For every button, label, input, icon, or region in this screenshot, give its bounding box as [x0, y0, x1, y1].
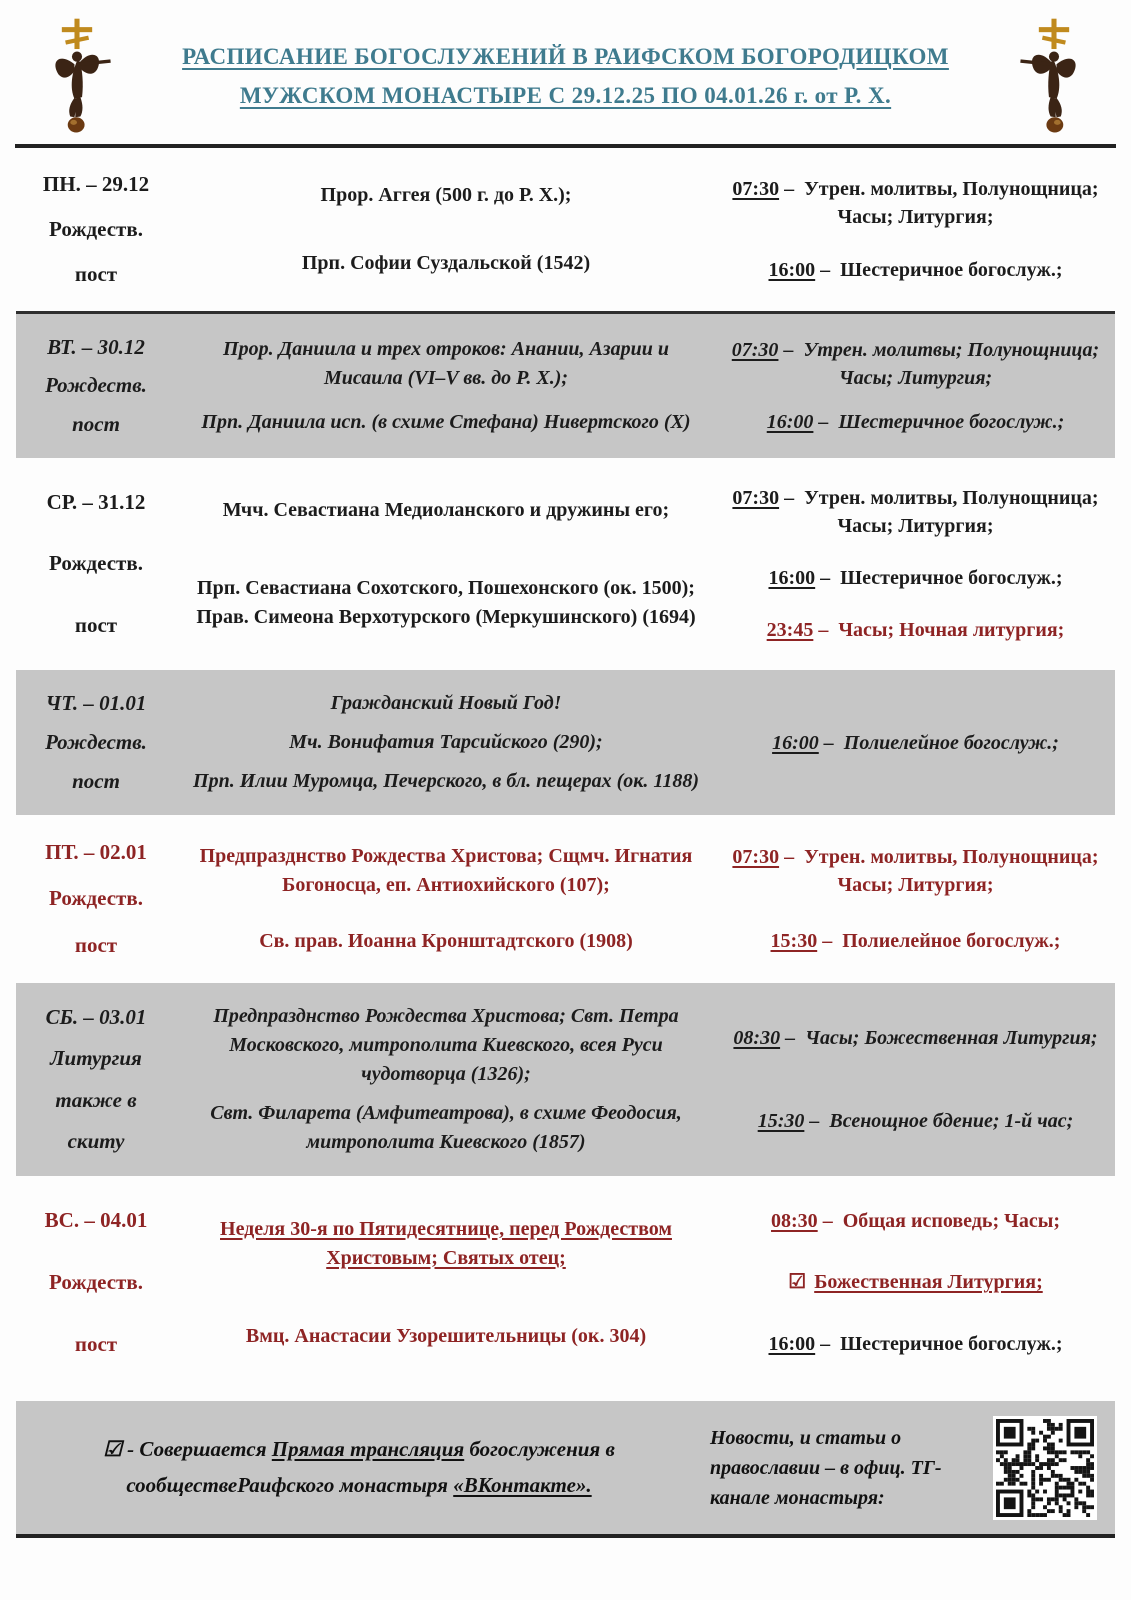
- page-title: [120, 31, 1011, 122]
- saints-text: Прор. Аггея (500 г. до Р. Х.);: [320, 184, 572, 207]
- service-text: Утрен. молитвы, Полунощница; Часы; Литургия;: [804, 177, 1099, 228]
- day-label: Рождеств.: [49, 551, 143, 576]
- checkbox-checked-icon: ☑: [788, 1271, 807, 1294]
- saints-text: Мч. Вонифатия Тарсийского (290);: [289, 731, 603, 753]
- day-label: Рождеств.: [49, 217, 143, 241]
- day-label: ПН. – 29.12: [42, 172, 150, 196]
- footer-link[interactable]: Прямая трансляция: [271, 1436, 465, 1461]
- live-stream-note: [34, 1432, 684, 1503]
- footer-text: богослужения в сообществеРаифского монастыря: [126, 1436, 615, 1497]
- page-title-line1: РАСПИСАНИЕ БОГОСЛУЖЕНИЙ В РАИФСКОМ БОГОРОДИЦКОМ: [182, 43, 949, 69]
- day-cell: [20, 676, 172, 809]
- service-entry: 08:30 – Часы; Божественная Литургия;: [733, 1027, 1098, 1050]
- service-time: 07:30: [732, 846, 780, 868]
- service-entry: [726, 1268, 1105, 1296]
- service-entry: 07:30 – Утрен. молитвы, Полунощница; Часы; Литургия;: [732, 846, 1099, 896]
- service-time: 07:30: [732, 487, 780, 509]
- service-time: 15:30: [757, 1109, 805, 1132]
- service-text: Полиелейное богослуж.;: [842, 930, 1061, 952]
- saints-text: Прп. Даниила исп. (в схиме Стефана) Нивертского (X): [201, 410, 691, 433]
- service-time: 16:00: [768, 567, 816, 589]
- service-time: 16:00: [766, 411, 814, 433]
- saints-text: Св. прав. Иоанна Кронштадтского (1908): [259, 929, 633, 952]
- day-label: пост: [74, 933, 118, 958]
- day-label: Литургия: [50, 1046, 142, 1071]
- service-entry: 07:30 – Утрен. молитвы, Полунощница; Часы; Литургия;: [732, 487, 1099, 537]
- schedule-row: [16, 815, 1115, 983]
- day-label: пост: [74, 1331, 118, 1356]
- services-cell: [720, 464, 1111, 664]
- footer-link[interactable]: «ВКонтакте».: [453, 1472, 592, 1497]
- day-label: ВС. – 04.01: [44, 1208, 148, 1233]
- service-text: Божественная Литургия;: [814, 1271, 1043, 1294]
- schedule-row: [16, 148, 1115, 311]
- services-cell: [720, 1182, 1111, 1383]
- service-text: Утрен. молитвы, Полунощница; Часы; Литургия;: [804, 487, 1099, 537]
- footer-text: ☑ - Совершается: [103, 1436, 272, 1461]
- page-footer: [16, 1401, 1115, 1538]
- service-time: 08:30: [771, 1209, 818, 1232]
- service-text: Часы; Божественная Литургия;: [805, 1027, 1098, 1050]
- day-label: пост: [74, 612, 118, 637]
- page-title-line2: МУЖСКОМ МОНАСТЫРЕ С 29.12.25 ПО 04.01.26 г. от Р. Х.: [239, 82, 892, 108]
- day-label: СБ. – 03.01: [45, 1005, 147, 1030]
- day-cell: [20, 1182, 172, 1383]
- saints-cell: [172, 989, 720, 1170]
- services-cell: [720, 989, 1111, 1170]
- service-entry: 23:45 – Часы; Ночная литургия;: [766, 619, 1065, 641]
- service-text: Утрен. молитвы, Полунощница; Часы; Литургия;: [804, 846, 1099, 896]
- schedule-row: [16, 983, 1115, 1176]
- saints-cell: [172, 320, 720, 452]
- service-time: 08:30: [733, 1027, 781, 1050]
- service-time: 07:30: [731, 339, 779, 361]
- day-label: скиту: [67, 1128, 125, 1153]
- saints-text: Прор. Даниила и трех отроков: Анании, Азарии и Мисаила (VI–V вв. до Р. Х.);: [223, 338, 669, 390]
- saints-cell: [172, 821, 720, 977]
- schedule-table: [16, 148, 1115, 1389]
- saints-text: Вмц. Анастасии Узорешительницы (ок. 304): [245, 1324, 647, 1347]
- day-label: пост: [72, 769, 120, 793]
- angel-trumpeter-icon: [34, 17, 120, 135]
- day-label: Рождеств.: [45, 373, 147, 398]
- day-label: Рождеств.: [49, 886, 143, 911]
- service-entry: 16:00 – Шестеричное богослуж.;: [768, 567, 1063, 589]
- schedule-row: [16, 311, 1115, 458]
- saints-cell: [172, 676, 720, 809]
- saints-text: Неделя 30-я по Пятидесятнице, перед Рождеством Христовым; Святых отец;: [220, 1217, 672, 1269]
- saints-text: Прп. Севастиана Сохотского, Пошехонского (ок. 1500); Прав. Симеона Верхотурского (Меркушинского) (1694): [196, 576, 696, 628]
- day-cell: [20, 154, 172, 305]
- day-label: пост: [72, 412, 120, 437]
- day-label: ЧТ. – 01.01: [45, 691, 147, 715]
- service-entry: 07:30 – Утрен. молитвы; Полунощница; Часы; Литургия;: [731, 339, 1100, 389]
- service-entry: 08:30 – Общая исповедь; Часы;: [771, 1209, 1060, 1232]
- service-entry: 16:00 – Полиелейное богослуж.;: [772, 731, 1059, 754]
- service-text: Шестеричное богослуж.;: [838, 411, 1065, 433]
- day-label: ПТ. – 02.01: [45, 839, 147, 864]
- schedule-row: [16, 1176, 1115, 1389]
- day-label: СР. – 31.12: [46, 490, 146, 515]
- day-label: также в: [55, 1087, 137, 1112]
- angel-trumpeter-icon: [1011, 17, 1097, 135]
- service-time: 07:30: [732, 177, 780, 200]
- saints-text: Предпразднство Рождества Христова; Сщмч. Игнатия Богоносца, еп. Антиохийского (107);: [199, 845, 693, 897]
- service-entry: 07:30 – Утрен. молитвы, Полунощница; Часы; Литургия;: [732, 177, 1099, 228]
- saints-text: Прп. Илии Муромца, Печерского, в бл. пещерах (ок. 1188): [193, 770, 699, 792]
- service-text: Общая исповедь; Часы;: [842, 1209, 1060, 1232]
- service-entry: 16:00 – Шестеричное богослуж.;: [766, 411, 1065, 433]
- service-entry: 15:30 – Всенощное бдение; 1-й час;: [757, 1109, 1074, 1132]
- service-text: Шестеричное богослуж.;: [840, 1333, 1063, 1356]
- service-text: Часы; Ночная литургия;: [838, 619, 1065, 641]
- service-entry: 15:30 – Полиелейное богослуж.;: [770, 930, 1061, 952]
- saints-cell: [172, 1182, 720, 1383]
- day-cell: [20, 464, 172, 664]
- saints-text: Прп. Софии Суздальской (1542): [301, 251, 591, 274]
- schedule-row: [16, 670, 1115, 815]
- day-cell: [20, 821, 172, 977]
- service-time: 16:00: [772, 731, 819, 754]
- qr-code: [993, 1416, 1097, 1520]
- saints-text: Свт. Филарета (Амфитеатрова), в схиме Феодосия, митрополита Киевского (1857): [210, 1102, 682, 1153]
- service-text: Всенощное бдение; 1-й час;: [829, 1109, 1074, 1132]
- service-text: Шестеричное богослуж.;: [840, 259, 1063, 282]
- service-text: Утрен. молитвы; Полунощница; Часы; Литургия;: [803, 339, 1100, 389]
- day-cell: [20, 320, 172, 452]
- services-cell: [720, 676, 1111, 809]
- saints-text: Мчч. Севастиана Медиоланского и дружины его;: [222, 499, 670, 522]
- day-cell: [20, 989, 172, 1170]
- saints-cell: [172, 464, 720, 664]
- services-cell: [720, 821, 1111, 977]
- day-label: ВТ. – 30.12: [47, 334, 145, 359]
- service-time: 23:45: [766, 619, 814, 641]
- service-time: 16:00: [768, 259, 816, 282]
- service-time: 15:30: [770, 930, 818, 952]
- saints-cell: [172, 154, 720, 305]
- service-text: Полиелейное богослуж.;: [843, 731, 1059, 754]
- schedule-row: [16, 458, 1115, 670]
- telegram-note: Новости, и статьи о православии – в офиц. ТГ-канале монастыря:: [710, 1426, 942, 1509]
- service-time: 16:00: [768, 1333, 816, 1356]
- saints-text: Гражданский Новый Год!: [330, 692, 562, 714]
- services-cell: [720, 154, 1111, 305]
- page-header: [0, 0, 1131, 136]
- saints-text: Предпразднство Рождества Христова; Свт. Петра Московского, митрополита Киевского, всея Руси чудотворца (1326);: [213, 1005, 679, 1085]
- service-entry: 16:00 – Шестеричное богослуж.;: [768, 259, 1063, 282]
- day-label: Рождеств.: [45, 730, 147, 754]
- day-label: пост: [74, 262, 118, 286]
- day-label: Рождеств.: [49, 1269, 143, 1294]
- service-text: Шестеричное богослуж.;: [840, 567, 1063, 589]
- service-entry: 16:00 – Шестеричное богослуж.;: [768, 1333, 1063, 1356]
- services-cell: [720, 320, 1111, 452]
